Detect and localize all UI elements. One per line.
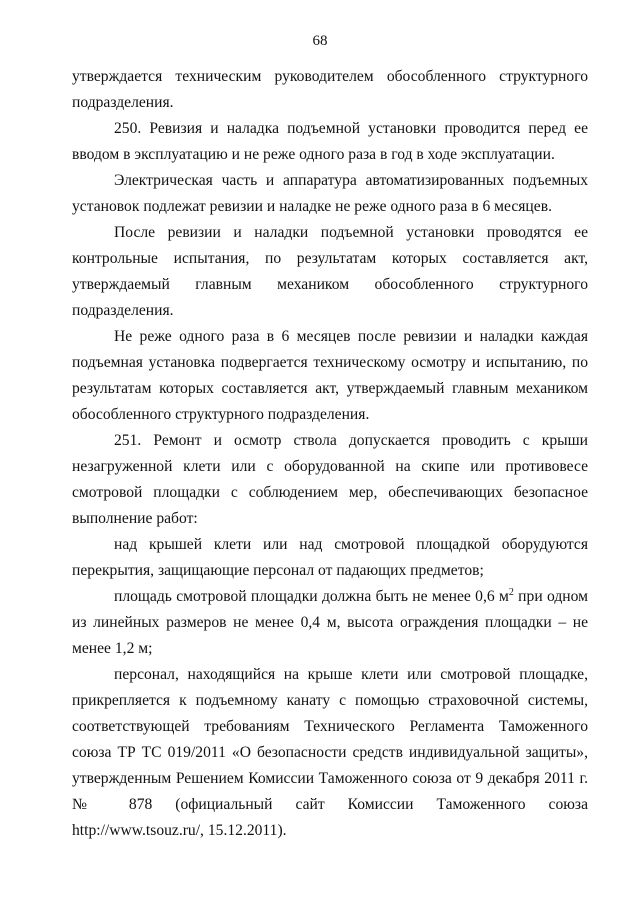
paragraph-8-text-after: при одном из линейных размеров не менее 0,4 м, высота ограждения площадки – не менее 1,2 м; xyxy=(72,588,588,657)
paragraph-8 xyxy=(72,584,588,662)
paragraph-3: Электрическая часть и аппаратура автоматизированных подъемных установок подлежат ревизии и наладке не реже одного раза в 6 месяцев. xyxy=(72,172,588,215)
paragraph-2: 250. Ревизия и наладка подъемной установки проводится перед ее вводом в эксплуатацию и не реже одного раза в год в ходе эксплуатации. xyxy=(72,120,588,163)
paragraph-1: утверждается техническим руководителем обособленного структурного подразделения. xyxy=(72,68,588,111)
paragraph-8-text-before: площадь смотровой площадки должна быть не менее 0,6 м xyxy=(114,588,509,605)
paragraph-6: 251. Ремонт и осмотр ствола допускается проводить с крыши незагруженной клети или с оборудованной на скипе или противовесе смотровой площадки с соблюдением мер, обеспечивающих безопасное выполнение работ: xyxy=(72,432,588,527)
paragraph-5: Не реже одного раза в 6 месяцев после ревизии и наладки каждая подъемная установка подвергается техническому осмотру и испытанию, по результатам которых составляется акт, утверждаемый главным механиком обособленного структурного подразделения. xyxy=(72,328,588,423)
document-body xyxy=(72,64,588,844)
paragraph-4: После ревизии и наладки подъемной установки проводятся ее контрольные испытания, по результатам которых составляется акт, утверждаемый главным механиком обособленного структурного подразделения. xyxy=(72,224,588,319)
paragraph-7: над крышей клети или над смотровой площадкой оборудуются перекрытия, защищающие персонал от падающих предметов; xyxy=(72,536,588,579)
page-number: 68 xyxy=(312,33,328,49)
paragraph-9: персонал, находящийся на крыше клети или смотровой площадке, прикрепляется к подъемному канату с помощью страховочной системы, соответствующей требованиям Технического Регламента Таможенного союза ТР ТС 019/2011 «О безопасности средств индивидуальной защиты», утвержденным Решением Комиссии Таможенного союза от 9 декабря 2011 г. № 878 (официальный сайт Комиссии Таможенного союза http://www.tsouz.ru/, 15.12.2011). xyxy=(72,666,588,839)
superscript-2: 2 xyxy=(508,586,514,598)
